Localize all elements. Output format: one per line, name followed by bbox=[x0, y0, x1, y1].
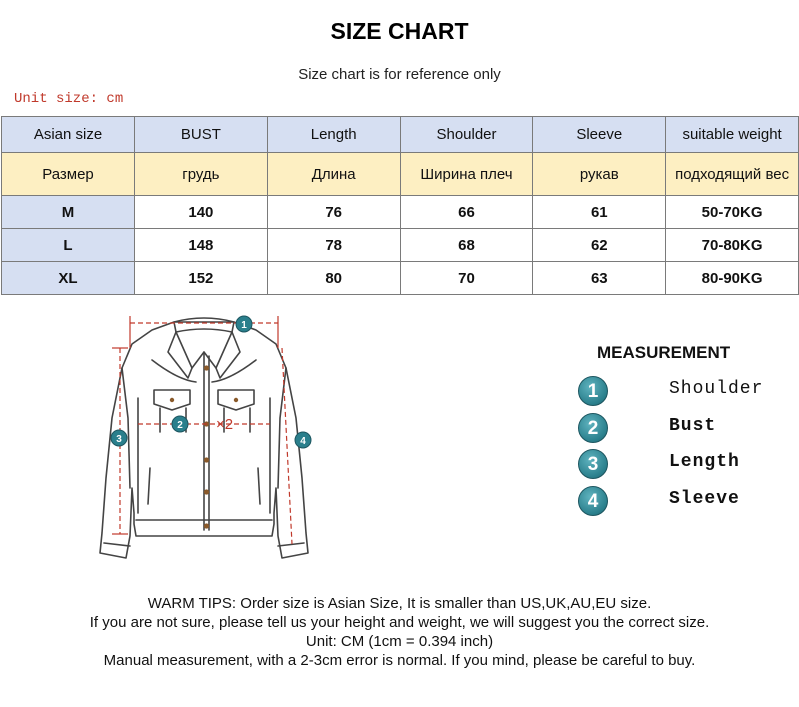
subtitle: Size chart is for reference only bbox=[298, 66, 501, 83]
jacket-button bbox=[170, 398, 174, 402]
header-cell: грудь bbox=[135, 153, 268, 196]
table-row bbox=[2, 229, 799, 262]
measurement-label: Bust bbox=[669, 416, 717, 436]
size-cell: M bbox=[2, 196, 135, 229]
measurement-label: Shoulder bbox=[669, 379, 764, 399]
number-1-icon: 1 bbox=[578, 376, 608, 406]
tip-line: If you are not sure, please tell us your height and weight, we will suggest you the correct size. bbox=[89, 614, 710, 631]
table-cell: 76 bbox=[267, 196, 400, 229]
header-cell: Shoulder bbox=[400, 117, 533, 153]
table-cell: 152 bbox=[135, 262, 268, 295]
table-header-ru bbox=[2, 153, 799, 196]
jacket-button bbox=[204, 457, 209, 462]
jacket-diagram bbox=[92, 308, 332, 573]
header-cell: BUST bbox=[135, 117, 268, 153]
table-cell: 80 bbox=[267, 262, 400, 295]
bust-multiplier: ×2 bbox=[216, 416, 234, 433]
table-row bbox=[2, 262, 799, 295]
table-cell: 70 bbox=[400, 262, 533, 295]
jacket-collar bbox=[174, 318, 234, 332]
table-header-en bbox=[2, 117, 799, 153]
tip-line: WARM TIPS: Order size is Asian Size, It is smaller than US,UK,AU,EU size. bbox=[147, 595, 652, 612]
header-cell: Length bbox=[267, 117, 400, 153]
table-cell: 78 bbox=[267, 229, 400, 262]
table-cell: 70-80KG bbox=[666, 229, 799, 262]
table-cell: 50-70KG bbox=[666, 196, 799, 229]
header-cell: Sleeve bbox=[533, 117, 666, 153]
jacket-button bbox=[234, 398, 238, 402]
table-cell: 63 bbox=[533, 262, 666, 295]
header-cell: suitable weight bbox=[666, 117, 799, 153]
unit-size-note: Unit size: cm bbox=[14, 91, 124, 107]
marker-label: 4 bbox=[300, 436, 306, 447]
header-cell: Ширина плеч bbox=[400, 153, 533, 196]
measurement-label: Length bbox=[669, 452, 740, 472]
table-cell: 66 bbox=[400, 196, 533, 229]
table-cell: 68 bbox=[400, 229, 533, 262]
jacket-button bbox=[204, 523, 209, 528]
measurement-label: Sleeve bbox=[669, 489, 740, 509]
size-cell: L bbox=[2, 229, 135, 262]
table-cell: 61 bbox=[533, 196, 666, 229]
page-title: SIZE CHART bbox=[330, 18, 469, 44]
marker-label: 2 bbox=[177, 420, 183, 431]
tip-line: Unit: CM (1cm = 0.394 inch) bbox=[305, 633, 494, 650]
jacket-button bbox=[204, 365, 209, 370]
warm-tips bbox=[0, 594, 799, 670]
measurement-title: MEASUREMENT bbox=[597, 343, 731, 362]
header-cell: рукав bbox=[533, 153, 666, 196]
size-table bbox=[1, 116, 799, 295]
tip-line: Manual measurement, with a 2-3cm error is normal. If you mind, please be careful to buy. bbox=[103, 652, 696, 669]
table-row bbox=[2, 196, 799, 229]
header-cell: подходящий вес bbox=[666, 153, 799, 196]
size-cell: XL bbox=[2, 262, 135, 295]
header-cell: Размер bbox=[2, 153, 135, 196]
number-3-icon: 3 bbox=[578, 449, 608, 479]
marker-label: 1 bbox=[241, 320, 247, 331]
measurement-item bbox=[578, 449, 788, 479]
header-cell: Длина bbox=[267, 153, 400, 196]
table-cell: 80-90KG bbox=[666, 262, 799, 295]
marker-label: 3 bbox=[116, 434, 122, 445]
measurement-item bbox=[578, 413, 788, 443]
table-cell: 148 bbox=[135, 229, 268, 262]
measurement-item bbox=[578, 376, 788, 406]
table-cell: 140 bbox=[135, 196, 268, 229]
number-4-icon: 4 bbox=[578, 486, 608, 516]
table-cell: 62 bbox=[533, 229, 666, 262]
jacket-button bbox=[204, 489, 209, 494]
number-2-icon: 2 bbox=[578, 413, 608, 443]
measurement-item bbox=[578, 486, 788, 516]
header-cell: Asian size bbox=[2, 117, 135, 153]
